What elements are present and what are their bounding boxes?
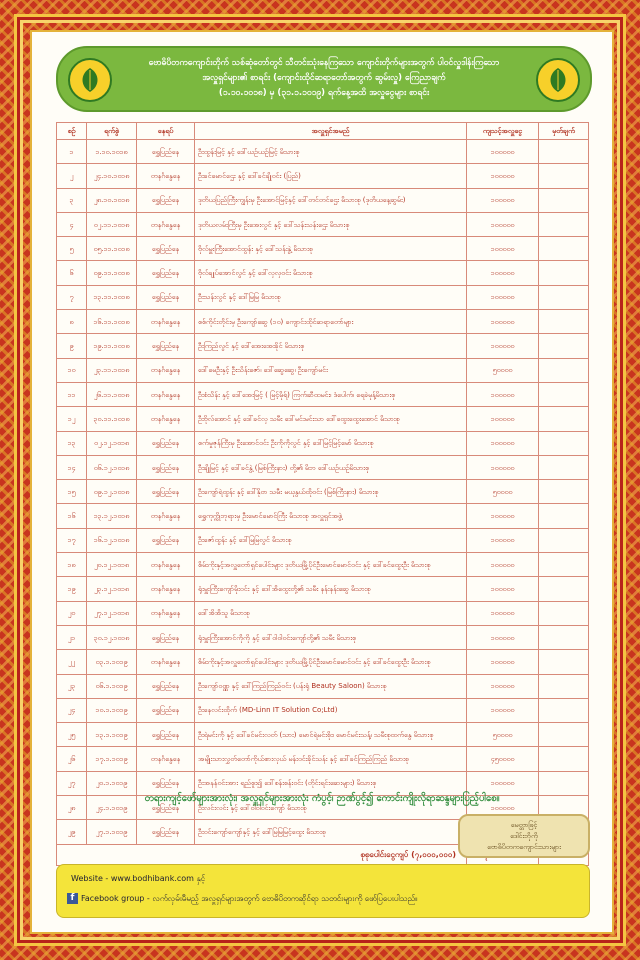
header-title: [118, 56, 530, 101]
row-donor-name: ရုံးမှူးကြီးကျော်မိုးဝင်း နှင့် ဒေါ်အိထွေးတို့၏ သမီး နန်းနန်းဆွေ မိသားစု: [195, 577, 467, 601]
row-city: ရွှေပြည်နေ: [137, 723, 195, 747]
row-number: ၂၂: [57, 650, 87, 674]
row-date: ၂၃.၁၁.၁၀၁၈: [87, 358, 137, 382]
row-city: ရွှေပြည်နေ: [137, 771, 195, 795]
row-donor-name: ဗိုလ်ချုပ်အောင်လွင် နှင့် ဒေါ်လှလှဝင်း မိသားစု: [195, 261, 467, 285]
row-donor-name: ဦးခင်မောင်ဌေး နှင့် ဒေါ်ခင်ချိုဝင်း (ပြည်): [195, 164, 467, 188]
row-date: ၀၆.၁.၁၀၁၉: [87, 674, 137, 698]
table-row: [57, 140, 589, 164]
row-number: ၁၆: [57, 504, 87, 528]
row-amount: ၁၀၀၀၀၀: [467, 504, 539, 528]
row-date: ၁၆.၁၂.၁၀၁၈: [87, 528, 137, 552]
table-row: [57, 553, 589, 577]
table-row: [57, 747, 589, 771]
row-city: ရွှေပြည်နေ: [137, 237, 195, 261]
row-city: ရွှေပြည်နေ: [137, 698, 195, 722]
table-row: [57, 237, 589, 261]
row-city: ရွှေပြည်နေ: [137, 261, 195, 285]
row-amount: ၁၀၀၀၀၀: [467, 601, 539, 625]
row-number: ၂၇: [57, 771, 87, 795]
row-note: [539, 310, 589, 334]
row-number: ၃: [57, 188, 87, 212]
stamp-line-2: ဒေါင်းဘိုကို: [510, 832, 538, 840]
row-note: [539, 140, 589, 164]
donor-table: [56, 122, 588, 866]
header-line-2: အလှူရှင်များ၏ စာရင်း (ကျောင်းထိုင်ဆရာတော်အတွက် ဆွမ်းလှူ) ကြေညာချက်: [202, 73, 446, 83]
row-amount: ၁၀၀၀၀၀: [467, 431, 539, 455]
row-donor-name: ရုံးမှူးကြီးအောင်ကိုကို နှင့် ဒေါ်ဝါဝါဝင်းကျော်တို့၏ သမီး မိသားစု: [195, 625, 467, 649]
row-date: ၀၆.၁၂.၁၀၁၈: [87, 455, 137, 479]
row-date: ၂၄.၁၀.၁၀၁၈: [87, 164, 137, 188]
row-date: ၀၉.၁၁.၁၀၁၈: [87, 261, 137, 285]
row-city: တနင်္ဂနွေနေ: [137, 407, 195, 431]
row-amount: ၅၀၀၀၀: [467, 358, 539, 382]
row-city: ရွှေပြည်နေ: [137, 140, 195, 164]
row-note: [539, 504, 589, 528]
row-amount: ၁၀၀၀၀၀: [467, 310, 539, 334]
row-city: ရွှေပြည်နေ: [137, 455, 195, 479]
row-amount: ၁၀၀၀၀၀: [467, 334, 539, 358]
row-amount: ၅၀၀၀၀: [467, 480, 539, 504]
row-donor-name: ဦးသန်းလွင် နှင့် ဒေါ်မြမြ မိသားစု: [195, 285, 467, 309]
row-amount: ၁၀၀၀၀၀: [467, 698, 539, 722]
row-amount: ၁၀၀၀၀၀: [467, 650, 539, 674]
table-row: [57, 650, 589, 674]
row-number: ၉: [57, 334, 87, 358]
table-row: [57, 188, 589, 212]
facebook-icon: f: [67, 893, 78, 904]
table-row: [57, 212, 589, 236]
row-number: ၇: [57, 285, 87, 309]
row-date: ၂၇.၁၂.၁၀၁၈: [87, 601, 137, 625]
header-line-3: (၁.၁၀.၁၀၁၈) မှ (၃၁.၁.၁၀၁၉) ရက်နေ့အထိ အလှူငွေများ စာရင်း: [218, 88, 430, 98]
table-row: [57, 310, 589, 334]
row-date: ၁၇.၁.၁၀၁၉: [87, 747, 137, 771]
row-amount: ၁၀၀၀၀၀: [467, 528, 539, 552]
table-row: [57, 455, 589, 479]
row-note: [539, 261, 589, 285]
table-row: [57, 407, 589, 431]
header-banner: [56, 46, 592, 112]
header-line-1: ဗောဓိပိတကကျောင်းတိုက် သစ်ဆုံတော်တွင် သီတင်းသုံးနေကြသော ကျောင်းတိုက်များအတွက် ပါဝင်လှူဒါန်းကြသော: [148, 58, 500, 68]
row-note: [539, 577, 589, 601]
table-row: [57, 698, 589, 722]
row-note: [539, 382, 589, 406]
row-number: ၂: [57, 164, 87, 188]
row-donor-name: အမျိုးသားလွှတ်တော်ကိုယ်စားလှယ် မန်းဝင်းခိုင်သန်း နှင့် ဒေါ်ခင်ကြည်ကြည် မိသားစု: [195, 747, 467, 771]
row-note: [539, 480, 589, 504]
row-note: [539, 698, 589, 722]
row-donor-name: ဒုတိယပြည်ကြီးကျွန်းမှ ဦးအောင်မြင့်နှင့် ဒေါ်တင်တင်ဌေး မိသားစု (ဒုတိယနေ့ဆွမ်း): [195, 188, 467, 212]
row-city: ရွှေပြည်နေ: [137, 480, 195, 504]
row-donor-name: ဒေါ်အိအိသူ မိသားစု: [195, 601, 467, 625]
row-note: [539, 723, 589, 747]
row-city: ရွှေပြည်နေ: [137, 528, 195, 552]
row-number: ၂၉: [57, 820, 87, 844]
table-row: [57, 334, 589, 358]
row-amount: ၁၀၀၀၀၀: [467, 674, 539, 698]
row-date: ၃၀.၁၁.၁၀၁၈: [87, 407, 137, 431]
table-row: [57, 504, 589, 528]
row-date: ၁၃.၁၂.၁၀၁၈: [87, 504, 137, 528]
row-city: တနင်္ဂနွေနေ: [137, 601, 195, 625]
row-donor-name: ဦးဇော်ထွန်း နှင့် ဒေါ်မြမြလွင် မိသားစု: [195, 528, 467, 552]
row-donor-name: စက်မှုဇုန်ကြီးမှ ဦးအောင်ဝင်း ဦးကိုကိုလွင် နှင့် ဒေါ်မြင့်မြင့်မော် မိသားစု: [195, 431, 467, 455]
website-link[interactable]: Website - www.bodhibank.com နှင့်: [71, 874, 206, 883]
row-donor-name: ဒေါ်မေဦးနှင့် ဦးသိန်းဇော်၊ ဒေါ်ဆွေဆွေ၊ ဦးကျော်မင်း: [195, 358, 467, 382]
row-date: ၂၈.၁၀.၁၀၁၈: [87, 188, 137, 212]
row-note: [539, 407, 589, 431]
row-date: ၁၉.၁၁.၁၀၁၈: [87, 334, 137, 358]
row-date: ၀၃.၁.၁၀၁၉: [87, 650, 137, 674]
row-note: [539, 553, 589, 577]
row-donor-name: ဦးချိုမြင့် နှင့် ဒေါ်ခင်နွဲ့ (မြစ်ကြီးနား) တို့၏ မိဘ ဒေါ်ယဉ်ယဉ်မိသားစု: [195, 455, 467, 479]
row-city: ရွှေပြည်နေ: [137, 674, 195, 698]
row-note: [539, 674, 589, 698]
row-donor-name: ဦးနေလင်းထိုက် (MD-Linn IT Solution Co;Ltd): [195, 698, 467, 722]
row-city: ရွှေပြည်နေ: [137, 285, 195, 309]
total-label: စုစုပေါင်းငွေကျပ် (၇,၀၀၀,၀၀၀): [57, 844, 467, 865]
row-city: တနင်္ဂနွေနေ: [137, 650, 195, 674]
row-city: တနင်္ဂနွေနေ: [137, 504, 195, 528]
bodhi-leaf-logo-icon: [536, 58, 580, 102]
row-donor-name: စိမ်းကိုးနှင့်အလှူတော်ရှင်ပေါင်းများ ဒုတိယမြို့ပိုင်ဦးမောင်မောင်ဝင်း နှင့် ဒေါ်ခင်ထွေးဦး မိသားစု: [195, 553, 467, 577]
row-date: ၀၂.၁၁.၁၀၁၈: [87, 212, 137, 236]
row-date: ၀၂.၁၂.၁၀၁၈: [87, 431, 137, 455]
table-row: [57, 358, 589, 382]
row-date: ၂၀.၁.၁၀၁၉: [87, 771, 137, 795]
row-donor-name: ဦးထွန်းမြင့် နှင့် ဒေါ်ယဉ်ယဉ်မြင့် မိသားစု: [195, 140, 467, 164]
facebook-group[interactable]: [67, 893, 418, 905]
row-amount: ၁၀၀၀၀၀: [467, 625, 539, 649]
row-note: [539, 164, 589, 188]
row-donor-name: ဗိုလ်မှူးကြီးအောင်ထွန်း နှင့် ဒေါ်သန်းနွဲ့ မိသားစု: [195, 237, 467, 261]
row-amount: ၁၀၀၀၀၀: [467, 285, 539, 309]
row-date: ၂၃.၁၂.၁၀၁၈: [87, 577, 137, 601]
table-row: [57, 431, 589, 455]
row-date: ၁.၁၀.၁၀၁၈: [87, 140, 137, 164]
row-city: တနင်္ဂနွေနေ: [137, 747, 195, 771]
row-city: တနင်္ဂနွေနေ: [137, 212, 195, 236]
row-note: [539, 528, 589, 552]
row-amount: ၁၀၀၀၀၀: [467, 553, 539, 577]
row-donor-name: ဦးလင်းလင်း နှင့် ဒေါ်ဝါဝါဝင်းကျော် မိသားစု: [195, 796, 467, 820]
row-note: [539, 212, 589, 236]
table-row: [57, 480, 589, 504]
row-date: ၂၆.၁၁.၁၀၁၈: [87, 382, 137, 406]
row-number: ၂၈: [57, 796, 87, 820]
row-city: တနင်္ဂနွေနေ: [137, 310, 195, 334]
row-amount: ၁၀၀၀၀၀: [467, 455, 539, 479]
facebook-text: Facebook group - လက်လှမ်းမီမည့် အလှူရှင်များအတွက် ဗောဓိပိတကဆိုင်ရာ သတင်းများကို ဖော်ပြပေးပါသည်။: [81, 894, 418, 903]
table-row: [57, 285, 589, 309]
row-donor-name: ဦးကျော်ရဲထွန်း နှင့် ဒေါ်နိုဝာ သမီး မယုနွယ်ထိုဝင်း (မြစ်ကြီးနား) မိသားစု: [195, 480, 467, 504]
row-number: ၂၅: [57, 723, 87, 747]
row-amount: ၁၀၀၀၀၀: [467, 140, 539, 164]
row-note: [539, 431, 589, 455]
row-amount: ၁၀၀၀၀၀: [467, 407, 539, 431]
row-note: [539, 188, 589, 212]
row-city: ရွှေပြည်နေ: [137, 431, 195, 455]
column-header: နေရပ်: [137, 123, 195, 140]
row-date: ၁၆.၁၁.၁၀၁၈: [87, 310, 137, 334]
row-donor-name: ဦးစံသိန်း နှင့် ဒေါ်အေးမြင့် ( မြင့်မိုရ်) ကြက်ဆီထမင်း၊ ဒံပေါက်၊ ရေခဲမုန့်မိသားစု: [195, 382, 467, 406]
row-number: ၅: [57, 237, 87, 261]
row-city: တနင်္ဂနွေနေ: [137, 164, 195, 188]
row-date: ၁၃.၁.၁၀၁၉: [87, 723, 137, 747]
row-number: ၁၂: [57, 407, 87, 431]
row-number: ၁: [57, 140, 87, 164]
row-city: တနင်္ဂနွေနေ: [137, 553, 195, 577]
row-amount: ၁၀၀၀၀၀: [467, 771, 539, 795]
row-amount: ၁၀၀၀၀၀: [467, 577, 539, 601]
column-header: ကျသင့်အလှူငွေ: [467, 123, 539, 140]
row-city: ရွှေပြည်နေ: [137, 796, 195, 820]
row-city: တနင်္ဂနွေနေ: [137, 382, 195, 406]
table-row: [57, 723, 589, 747]
stamp-line-1: မေတ္တာဖြင့်: [510, 821, 538, 829]
row-donor-name: ဦးကျော်ဝဏ္ဏ နှင့် ဒေါ်ကြည်ကြည်ဝင်း (ပန်းရုံ Beauty Saloon) မိသားစု: [195, 674, 467, 698]
row-amount: ၁၀၀၀၀၀: [467, 164, 539, 188]
table-row: [57, 601, 589, 625]
row-note: [539, 747, 589, 771]
row-donor-name: ဦးဗိုလ်အောင် နှင့် ဒေါ်ခင်လှ သမီး ဒေါ်မင်းမင်းသာ ဒေါ်ထွေးထွေးအောင် မိသားစု: [195, 407, 467, 431]
row-number: ၂၁: [57, 625, 87, 649]
blessing-announcement: တရားကျင့်ဖော်များအားလုံး၊ အလှူရှင်များအားလုံး ကံပွင့်၊ ဉာဏ်ပွင့်၍ ကောင်းကျိုးလိုရာဆန္ဒများပြည့်ပါစေ။: [144, 793, 500, 804]
row-date: ၀၉.၁၂.၁၀၁၈: [87, 480, 137, 504]
row-number: ၁၃: [57, 431, 87, 455]
row-number: ၄: [57, 212, 87, 236]
row-note: [539, 455, 589, 479]
row-amount: ၁၀၀၀၀၀: [467, 796, 539, 820]
bodhi-leaf-logo-icon: [68, 58, 112, 102]
row-number: ၂၃: [57, 674, 87, 698]
table-row: [57, 382, 589, 406]
row-donor-name: ဦးဝင်းကျော်ကျော်နှင့် နှင့် ဒေါ်မြမြမြင့်ထွေး မိသားစု: [195, 820, 467, 844]
row-date: ၂၄.၁.၁၀၁၉: [87, 796, 137, 820]
row-city: ရွှေပြည်နေ: [137, 625, 195, 649]
row-date: ၂၇.၁.၁၀၁၉: [87, 820, 137, 844]
row-note: [539, 334, 589, 358]
column-header: အလှူရှင်အမည်: [195, 123, 467, 140]
row-city: တနင်္ဂနွေနေ: [137, 577, 195, 601]
row-number: ၁၁: [57, 382, 87, 406]
row-note: [539, 358, 589, 382]
table-row: [57, 528, 589, 552]
row-note: [539, 601, 589, 625]
row-amount: ၁၀၀၀၀၀: [467, 382, 539, 406]
table-row: [57, 625, 589, 649]
row-donor-name: ဒုတိယလမ်းကြီးမှ ဦးအေးလွင် နှင့် ဒေါ်သန်းသန်းဌေး မိသားစု: [195, 212, 467, 236]
row-number: ၁၈: [57, 553, 87, 577]
row-date: ၁၃.၁၁.၁၀၁၈: [87, 285, 137, 309]
row-amount: ၁၀၀၀၀၀: [467, 261, 539, 285]
table-row: [57, 674, 589, 698]
row-number: ၁၇: [57, 528, 87, 552]
contact-panel: [56, 864, 590, 918]
row-date: ၀၅.၁၁.၁၀၁၈: [87, 237, 137, 261]
column-header: မှတ်ချက်: [539, 123, 589, 140]
row-amount: ၅၀၀၀၀: [467, 723, 539, 747]
row-donor-name: ရွှေကုက္ကိုဘုရားမှ ဦးမောင်မောင်ကြီး မိသားစု အလှူရှင်အဖွဲ့: [195, 504, 467, 528]
table-row: [57, 577, 589, 601]
row-city: တနင်္ဂနွေနေ: [137, 358, 195, 382]
row-note: [539, 285, 589, 309]
table-row: [57, 261, 589, 285]
table-header-row: [57, 123, 589, 140]
row-city: ရွှေပြည်နေ: [137, 820, 195, 844]
row-amount: ၁၀၀၀၀၀: [467, 237, 539, 261]
row-number: ၁၀: [57, 358, 87, 382]
row-number: ၂၆: [57, 747, 87, 771]
row-donor-name: ဦးကြည်လွင် နှင့် ဒေါ်အေးအေးခိုင် မိသားစု: [195, 334, 467, 358]
row-donor-name: ဦးအနန်ဝင်းအား ရည်စူး၍ ဒေါ်စန်းစန်းဝင်း (တိုင်းရင်းဆေးများ) မိသားစု: [195, 771, 467, 795]
table-row: [57, 164, 589, 188]
row-date: ၂၀.၁၂.၁၀၁၈: [87, 553, 137, 577]
row-date: ၁၀.၁.၁၀၁၉: [87, 698, 137, 722]
row-amount: ၁၀၀၀၀၀: [467, 212, 539, 236]
row-amount: ၄၅၀၀၀၀: [467, 747, 539, 771]
row-number: ၁၉: [57, 577, 87, 601]
row-note: [539, 237, 589, 261]
row-number: ၈: [57, 310, 87, 334]
row-number: ၁၄: [57, 455, 87, 479]
stamp-line-3: ဗောဓိပိတကကျောင်းသားများ: [487, 843, 561, 851]
row-donor-name: စစ်ကိုင်းတိုင်းမှ ဦးကျော်ဆွေ (၁၀) ကျောင်းထိုင်ဆရာတော်များ: [195, 310, 467, 334]
row-donor-name: စိမ်းကိုးနှင့်အလှူတော်ရှင်ပေါင်းများ ဒုတိယမြို့ပိုင်ဦးမောင်မောင်ဝင်း နှင့် ဒေါ်ခင်ထွေးဦး မိသားစု: [195, 650, 467, 674]
signature-stamp: [458, 814, 590, 858]
row-note: [539, 650, 589, 674]
row-date: ၃၀.၁၂.၁၀၁၈: [87, 625, 137, 649]
row-note: [539, 625, 589, 649]
column-header: ရက်စွဲ: [87, 123, 137, 140]
row-number: ၂၄: [57, 698, 87, 722]
row-amount: ၁၀၀၀၀၀: [467, 188, 539, 212]
row-city: ရွှေပြည်နေ: [137, 188, 195, 212]
row-number: ၁၅: [57, 480, 87, 504]
row-donor-name: ဦးရဲမင်းကို နှင့် ဒေါ်ခင်မင်းလတ် (သား) မောင်ရဲမင်းစိုး၊ မောင်မင်းသန့်၊ သမီးစုထက်နွေ မိသားစု: [195, 723, 467, 747]
row-number: ၆: [57, 261, 87, 285]
document-sheet: [30, 30, 614, 934]
column-header: စဉ်: [57, 123, 87, 140]
row-number: ၂၀: [57, 601, 87, 625]
row-city: ရွှေပြည်နေ: [137, 334, 195, 358]
